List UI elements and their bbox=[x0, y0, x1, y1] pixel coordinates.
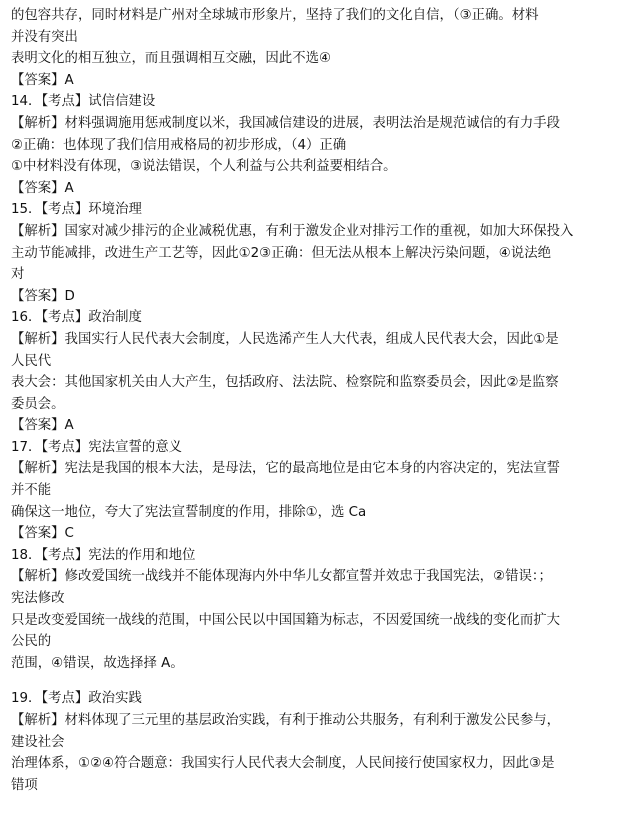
text-line: 【解析】我国实行人民代表大会制度，人民选浠产生人大代表，组成人民代表大会，因此①是 bbox=[11, 331, 559, 347]
text-line: 公民的 bbox=[11, 634, 52, 650]
text-line: 错项 bbox=[11, 777, 38, 793]
text-line: 【答案】C bbox=[11, 526, 74, 542]
text-line: 【解析】宪法是我国的根本大法，是母法，它的最高地位是由它本身的内容决定的，宪法宣誓 bbox=[11, 461, 561, 477]
text-line: 14．【考点】试信信建设 bbox=[11, 94, 156, 110]
text-line: ②正确：也体现了我们信用戒格局的初步形成，（4）正确 bbox=[11, 137, 347, 153]
text-line: 表大会：其他国家机关由人大产生，包括政府、法法院、检察院和监察委员会，因此②是监察 bbox=[11, 375, 559, 391]
text-line: 【解析】修改爱国统一战线并不能体现海内外中华儿女都宣誓并效忠于我国宪法，②错误：； bbox=[11, 569, 552, 585]
document-page bbox=[11, 5, 623, 796]
text-line: 【解析】材料体现了三元里的基层政治实践，有利于推动公共服务，有利利于激发公民参与， bbox=[11, 713, 561, 728]
text-line: 对 bbox=[11, 267, 25, 283]
text-line: 确保这一地位，夸大了宪法宣誓制度的作用，排除①，选 Ca bbox=[11, 504, 367, 520]
text-line: 治理体系，①②④符合题意：我国实行人民代表大会制度，人民间接行使国家权力，因此③是 bbox=[11, 756, 555, 772]
text-line: 表明文化的相互独立，而且强调相互交融，因此不选④ bbox=[11, 51, 331, 67]
text-line: 【答案】A bbox=[11, 418, 74, 434]
text-line: 的包容共存，同时材料是广州对全球城市形象片，坚持了我们的文化自信，（③正确。材料 bbox=[11, 8, 539, 23]
text-line: 【答案】A bbox=[11, 180, 74, 196]
text-line: ①中材料没有体现，③说法错误，个人利益与公共利益要相结合。 bbox=[11, 159, 397, 175]
text-line: 建设社会 bbox=[11, 734, 65, 750]
text-line: 【答案】A bbox=[11, 72, 74, 88]
text-line: 17．【考点】宪法宣誓的意义 bbox=[11, 439, 183, 455]
text-line: 宪法修改 bbox=[11, 591, 65, 607]
text-line: 15．【考点】环境治理 bbox=[11, 202, 142, 218]
text-line: 范围，④错误，故选择择 A。 bbox=[11, 655, 184, 671]
text-line: 19．【考点】政治实践 bbox=[11, 691, 142, 707]
text-line: 委员会。 bbox=[11, 396, 65, 412]
text-line: 【答案】D bbox=[11, 288, 75, 304]
text-line: 18．【考点】宪法的作用和地位 bbox=[11, 547, 196, 563]
text-line: 【解析】国家对减少排污的企业减税优惠，有利于激发企业对排污工作的重视，如加大环保投入 bbox=[11, 223, 574, 239]
text-line: 只是改变爱国统一战线的范围，中国公民以中国国籍为标志，不因爱国统一战线的变化而扩大 bbox=[11, 612, 561, 628]
text-line: 人民代 bbox=[11, 353, 52, 369]
blank-line bbox=[11, 674, 623, 688]
text-line: 并不能 bbox=[11, 483, 52, 499]
text-line: 16．【考点】政治制度 bbox=[11, 310, 142, 326]
text-line: 【解析】材料强调施用惩戒制度以米，我国减信建设的进展，表明法治是规范诚信的有力手段 bbox=[11, 115, 561, 131]
text-line: 主动节能减排，改进生产工艺等，因此①2③正确：但无法从根本上解决污染问题，④说法绝 bbox=[11, 245, 551, 261]
text-line: 并没有突出 bbox=[11, 29, 78, 45]
